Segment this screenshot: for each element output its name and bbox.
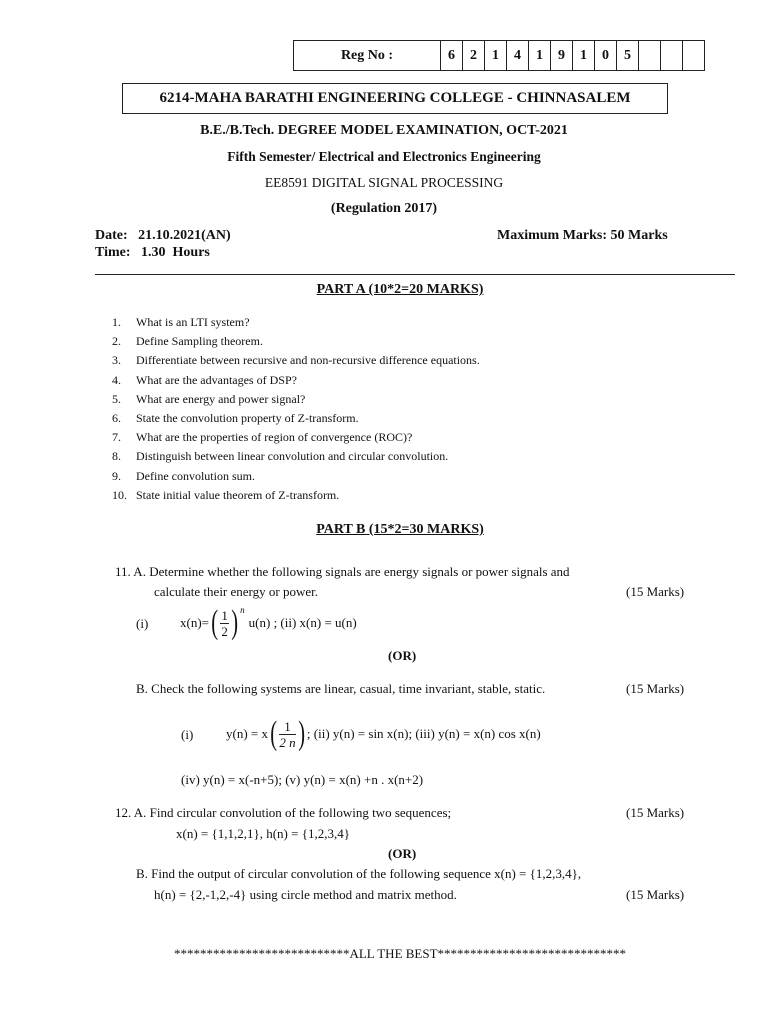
reg-digit: 6	[441, 41, 463, 71]
question-text: State initial value theorem of Z-transform.	[136, 487, 340, 502]
reg-digit-empty	[639, 41, 661, 71]
question-text: What is an LTI system?	[136, 315, 250, 329]
or-separator: (OR)	[388, 846, 417, 861]
question-number: 3.	[112, 353, 121, 368]
part-b-heading: PART B (15*2=30 MARKS)	[316, 522, 484, 537]
part-a-heading: PART A (10*2=20 MARKS)	[316, 282, 484, 297]
q11b-text: B. Check the following systems are linear, casual, time invariant, stable, static.	[136, 681, 546, 696]
question-text: Differentiate between recursive and non-recursive difference equations.	[136, 353, 480, 368]
exam-title: B.E./B.Tech. DEGREE MODEL EXAMINATION, OCT-2021	[200, 123, 568, 138]
q12a-marks: (15 Marks)	[626, 805, 685, 820]
fraction-denominator: 2	[221, 623, 228, 639]
fraction-numerator: 1	[279, 720, 295, 735]
reg-digit-empty	[661, 41, 683, 71]
question-number: 2.	[112, 334, 121, 349]
or-separator: (OR)	[388, 648, 417, 663]
question-number: 10.	[112, 487, 127, 502]
q11b-rest: ; (ii) y(n) = sin x(n); (iii) y(n) = x(n) cos x(n)	[306, 726, 541, 741]
q11a-marks: (15 Marks)	[626, 584, 685, 599]
question-number: 9.	[112, 468, 121, 483]
question-text: What are energy and power signal?	[136, 391, 306, 406]
question-text: What are the advantages of DSP?	[136, 372, 297, 387]
fraction-numerator: 1	[221, 607, 228, 623]
divider	[95, 274, 735, 275]
list-item	[112, 447, 480, 466]
q11a-rest: u(n) ; (ii) x(n) = u(n)	[248, 615, 357, 630]
q11a-formula	[180, 603, 357, 643]
question-number: 1.	[112, 315, 121, 329]
list-item	[112, 332, 480, 351]
q12a-text: 12. A. Find circular convolution of the following two sequences;	[115, 805, 452, 820]
list-item	[112, 351, 480, 370]
reg-digit: 2	[463, 41, 485, 71]
max-marks: Maximum Marks: 50 Marks	[497, 228, 668, 243]
list-item	[112, 390, 480, 409]
fraction	[220, 609, 229, 638]
q12b-marks: (15 Marks)	[626, 887, 685, 902]
q11a-i-label: (i)	[136, 616, 149, 631]
right-paren: )	[297, 715, 305, 752]
exam-time: Time: 1.30 Hours	[95, 245, 210, 260]
q12a-sequence: x(n) = {1,1,2,1}, h(n) = {1,2,3,4}	[176, 826, 350, 841]
list-item	[112, 467, 480, 486]
reg-digit-empty	[683, 41, 705, 71]
question-number: 7.	[112, 430, 121, 445]
left-paren: (	[270, 715, 278, 752]
q11b-iv: (iv) y(n) = x(-n+5); (v) y(n) = x(n) +n . x(n+2)	[181, 772, 424, 787]
reg-digit: 1	[529, 41, 551, 71]
regulation: (Regulation 2017)	[330, 201, 438, 216]
q11a-line1: 11. A. Determine whether the following signals are energy signals or power signals and	[115, 564, 570, 579]
question-number: 4.	[112, 372, 121, 387]
question-number: 5.	[112, 391, 121, 406]
right-paren: )	[231, 604, 238, 641]
question-text: Define Sampling theorem.	[136, 334, 263, 349]
reg-digit: 4	[507, 41, 529, 71]
q12b-line1: B. Find the output of circular convolution of the following sequence x(n) = {1,2,3,4},	[136, 866, 582, 881]
footer-all-the-best: ***************************ALL THE BEST*****************************	[173, 946, 627, 961]
q11a-lhs: x(n)=	[180, 615, 209, 630]
reg-digit: 5	[617, 41, 639, 71]
q11a-line2: calculate their energy or power.	[154, 584, 318, 599]
exponent: n	[240, 605, 245, 615]
fraction	[279, 720, 295, 749]
question-text: State the convolution property of Z-transform.	[136, 410, 359, 425]
list-item	[112, 409, 480, 428]
reg-digit: 9	[551, 41, 573, 71]
list-item	[112, 428, 480, 447]
question-number: 8.	[112, 449, 121, 464]
q11b-lhs: y(n) = x	[226, 726, 268, 741]
reg-no-table	[293, 40, 705, 71]
q11b-formula	[226, 713, 541, 755]
list-item	[112, 371, 480, 390]
reg-digit: 1	[573, 41, 595, 71]
semester-line: Fifth Semester/ Electrical and Electronics Engineering	[227, 149, 541, 164]
q12b-line2: h(n) = {2,-1,2,-4} using circle method and matrix method.	[154, 887, 457, 902]
college-name: 6214-MAHA BARATHI ENGINEERING COLLEGE - CHINNASALEM	[122, 83, 668, 114]
question-text: What are the properties of region of convergence (ROC)?	[136, 430, 413, 445]
list-item	[112, 313, 480, 332]
list-item	[112, 486, 480, 505]
q11b-i-label: (i)	[181, 727, 194, 742]
reg-no-label: Reg No :	[294, 41, 441, 71]
part-a-question-list	[112, 313, 480, 505]
exam-date: Date: 21.10.2021(AN)	[95, 228, 231, 243]
question-text: Define convolution sum.	[136, 468, 255, 483]
q11b-marks: (15 Marks)	[626, 681, 685, 696]
left-paren: (	[211, 604, 219, 641]
question-text: Distinguish between linear convolution and circular convolution.	[136, 449, 449, 464]
reg-digit: 0	[595, 41, 617, 71]
fraction-denominator: 2 n	[279, 734, 296, 750]
course-title: EE8591 DIGITAL SIGNAL PROCESSING	[264, 175, 504, 190]
reg-digit: 1	[485, 41, 507, 71]
question-number: 6.	[112, 410, 121, 425]
